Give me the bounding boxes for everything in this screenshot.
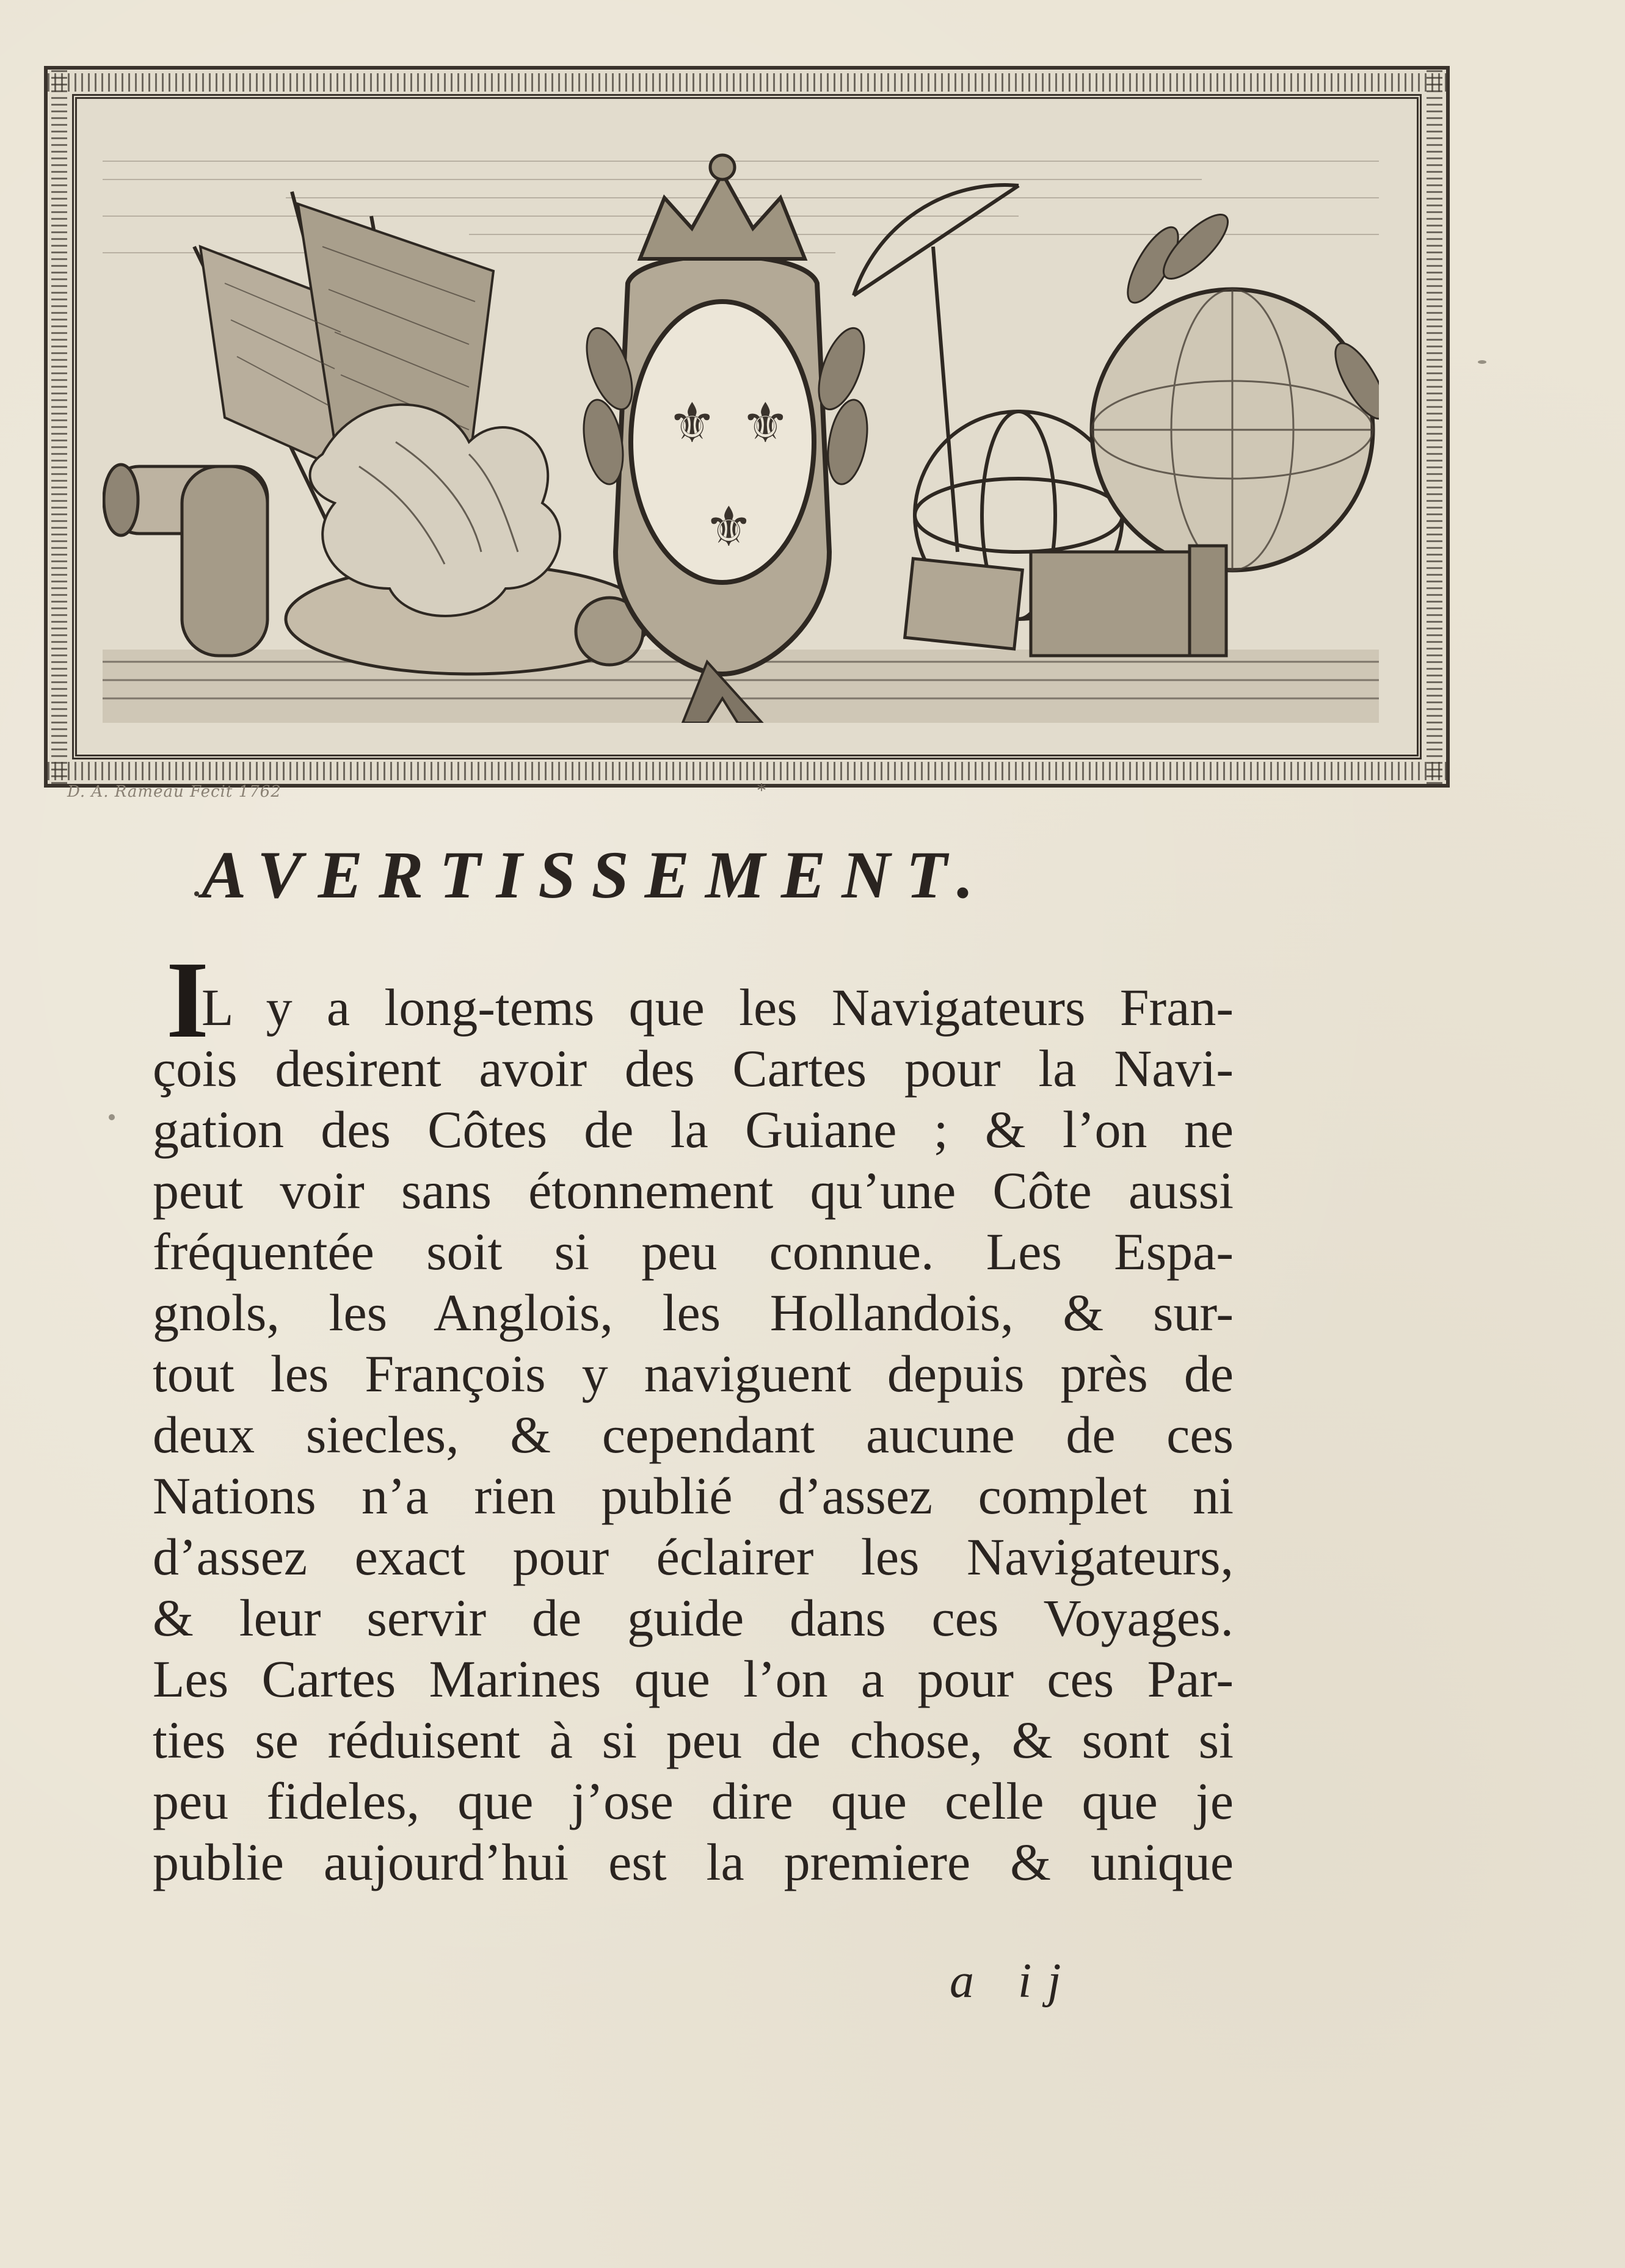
- drop-cap: I: [166, 939, 209, 1060]
- plate-border-bottom: [48, 762, 1446, 780]
- plate-border-top: [48, 73, 1446, 92]
- credit-mark: *: [757, 780, 766, 800]
- svg-text:⚜: ⚜: [704, 495, 754, 559]
- text-line: deux siecles, & cependant aucune de ces: [153, 1405, 1234, 1464]
- plate-border-right: [1427, 70, 1442, 784]
- plate-border-left: [51, 70, 67, 784]
- title-leading-dot: [194, 891, 199, 896]
- text-line: ties se réduisent à si peu de chose, & sont si: [153, 1711, 1234, 1769]
- text-line: Nations n’a rien publié d’assez complet ni: [153, 1466, 1234, 1525]
- signature-mark: a ij: [950, 1954, 1077, 2008]
- engraver-credit: D. A. Rameau Fecit 1762: [67, 783, 282, 801]
- text-line: peu fideles, que j’ose dire que celle que je: [153, 1772, 1234, 1830]
- text-line: tout les François y naviguent depuis près de: [153, 1344, 1234, 1403]
- engraved-headpiece: [44, 66, 1450, 788]
- text-line: L y a long-tems que les Navigateurs Fran-: [202, 978, 1234, 1037]
- text-line: Les Cartes Marines que l’on a pour ces Par-: [153, 1650, 1234, 1708]
- svg-text:⚜: ⚜: [667, 391, 717, 455]
- text-line: gation des Côtes de la Guiane ; & l’on ne: [153, 1100, 1234, 1159]
- paper-speck: [109, 1114, 115, 1120]
- royal-arms-engraving-icon: [103, 125, 1379, 723]
- svg-text:⚜: ⚜: [741, 391, 790, 455]
- text-line: çois desirent avoir des Cartes pour la Navi-: [153, 1039, 1234, 1098]
- page-title: AVERTISSEMENT.: [202, 838, 990, 912]
- text-line: gnols, les Anglois, les Hollandois, & sur-: [153, 1283, 1234, 1342]
- text-line: publie aujourd’hui est la premiere & unique: [153, 1833, 1234, 1891]
- text-line: & leur servir de guide dans ces Voyages.: [153, 1589, 1234, 1647]
- paper-speck: [1478, 360, 1486, 364]
- text-line: d’assez exact pour éclairer les Navigateurs,: [153, 1527, 1234, 1586]
- text-line: peut voir sans étonnement qu’une Côte aussi: [153, 1161, 1234, 1220]
- text-line: fréquentée soit si peu connue. Les Espa-: [153, 1222, 1234, 1281]
